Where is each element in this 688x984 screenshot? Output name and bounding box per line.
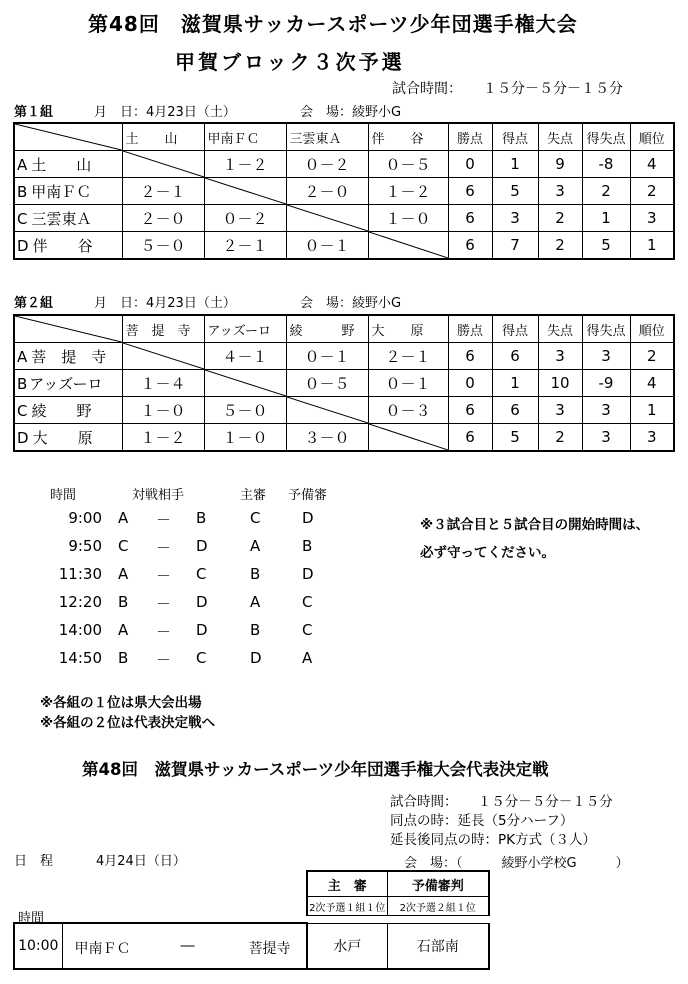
schedule-note-2: 必ず守ってください。 <box>420 545 555 561</box>
rank-cell: 4 <box>630 370 674 397</box>
result-cell: ３－０ <box>286 424 368 452</box>
schedule-row <box>40 565 380 589</box>
goal-diff-cell: 5 <box>582 232 630 260</box>
schedule-row <box>40 509 380 533</box>
group2-date: 月 日：4月23日（土） <box>94 296 236 311</box>
col-header: アッズーロ <box>204 315 286 343</box>
schedule-row <box>40 593 380 617</box>
result-cell: １－２ <box>122 424 204 452</box>
schedule-referee: B <box>250 565 261 583</box>
schedule-away: B <box>196 509 207 527</box>
schedule-referee: C <box>250 509 261 527</box>
schedule-header <box>40 484 380 508</box>
table-row <box>14 178 674 205</box>
schedule-time: 11:30 <box>58 565 102 583</box>
final-match-table <box>13 922 490 970</box>
result-cell: ０－１ <box>286 343 368 370</box>
goal-diff-cell: 3 <box>582 343 630 370</box>
col-header: 失点 <box>538 315 582 343</box>
self-match-cell <box>122 343 204 370</box>
goal-diff-cell: -8 <box>582 151 630 178</box>
schedule-dash: － <box>156 623 172 641</box>
team-cell: A 菩 提 寺 <box>14 343 122 370</box>
result-cell: ５－０ <box>204 397 286 424</box>
footnote-2: ※各組の２位は代表決定戦へ <box>40 715 216 731</box>
group1-date: 月 日：4月23日（土） <box>94 105 236 120</box>
schedule-dash: － <box>156 595 172 613</box>
team-cell: A 土 山 <box>14 151 122 178</box>
goals-against-cell: 2 <box>538 205 582 232</box>
final-match-teams <box>62 923 307 969</box>
schedule-home: A <box>118 565 129 583</box>
col-header: 順位 <box>630 123 674 151</box>
final-home-team: 甲南ＦＣ <box>74 941 131 957</box>
goals-against-cell: 2 <box>538 424 582 452</box>
points-cell: 6 <box>448 397 492 424</box>
page-title: 第48回 滋賀県サッカースポーツ少年団選手権大会 <box>88 12 578 36</box>
schedule-referee: A <box>250 593 261 611</box>
points-cell: 6 <box>448 178 492 205</box>
table-row <box>14 397 674 424</box>
goal-diff-cell: -9 <box>582 370 630 397</box>
result-cell: ０－１ <box>286 232 368 260</box>
goals-for-cell: 7 <box>492 232 538 260</box>
final-reserve-sub: 2次予選２組１位 <box>387 897 489 916</box>
rank-cell: 3 <box>630 205 674 232</box>
corner-cell <box>14 315 122 343</box>
team-cell: C 綾 野 <box>14 397 122 424</box>
col-header: 得点 <box>492 123 538 151</box>
result-cell: ２－０ <box>122 205 204 232</box>
schedule-row <box>40 621 380 645</box>
table-row <box>14 151 674 178</box>
result-cell: １－２ <box>368 178 448 205</box>
col-header: 土 山 <box>122 123 204 151</box>
result-cell: １－２ <box>204 151 286 178</box>
schedule-home: A <box>118 621 129 639</box>
points-cell: 6 <box>448 205 492 232</box>
result-cell: １－４ <box>122 370 204 397</box>
col-header: 得失点 <box>582 315 630 343</box>
goals-for-cell: 3 <box>492 205 538 232</box>
schedule-home: A <box>118 509 129 527</box>
table-row <box>14 370 674 397</box>
table-row <box>14 232 674 260</box>
group2-venue: 会 場：綾野小G <box>300 296 402 311</box>
schedule-reserve: D <box>302 509 314 527</box>
result-cell: ２－１ <box>204 232 286 260</box>
goals-for-cell: 6 <box>492 343 538 370</box>
result-cell: ５－０ <box>122 232 204 260</box>
self-match-cell <box>368 424 448 452</box>
col-header: 勝点 <box>448 123 492 151</box>
final-referee-sub: 2次予選１組１位 <box>307 897 387 916</box>
final-match-time: 試合時間： １５分－５分－１５分 <box>390 794 613 810</box>
result-cell: ２－１ <box>122 178 204 205</box>
schedule-dash: － <box>156 651 172 669</box>
goals-for-cell: 6 <box>492 397 538 424</box>
result-cell: ０－５ <box>368 151 448 178</box>
final-date-value: 4月24日（日） <box>96 854 186 869</box>
schedule-reserve: B <box>302 537 313 555</box>
goal-diff-cell: 1 <box>582 205 630 232</box>
schedule-time: 14:50 <box>58 649 102 667</box>
final-reserve-header: 予備審判 <box>387 871 489 897</box>
goal-diff-cell: 2 <box>582 178 630 205</box>
match-time: 試合時間： １５分－５分－１５分 <box>392 81 623 97</box>
table-row <box>14 205 674 232</box>
schedule-reserve: C <box>302 621 313 639</box>
final-title: 第48回 滋賀県サッカースポーツ少年団選手権大会代表決定戦 <box>82 760 549 779</box>
team-cell: D 伴 谷 <box>14 232 122 260</box>
schedule-referee: B <box>250 621 261 639</box>
page-subtitle: 甲賀ブロック３次予選 <box>175 50 405 74</box>
goals-for-cell: 5 <box>492 424 538 452</box>
final-pk-rule: 延長後同点の時：PK方式（３人） <box>390 832 596 848</box>
schedule-referee: A <box>250 537 261 555</box>
goals-against-cell: 3 <box>538 178 582 205</box>
schedule-away: C <box>196 649 207 667</box>
team-cell: C 三雲東Ａ <box>14 205 122 232</box>
points-cell: 6 <box>448 232 492 260</box>
final-venue: 会 場：（ 綾野小学校G ） <box>404 856 629 871</box>
schedule-reserve: D <box>302 565 314 583</box>
schedule-away: D <box>196 621 208 639</box>
schedule-reserve: C <box>302 593 313 611</box>
goals-against-cell: 3 <box>538 397 582 424</box>
col-header: 得点 <box>492 315 538 343</box>
goals-for-cell: 1 <box>492 370 538 397</box>
rank-cell: 2 <box>630 178 674 205</box>
schedule-away: C <box>196 565 207 583</box>
self-match-cell <box>122 151 204 178</box>
table-row <box>14 343 674 370</box>
schedule-reserve-header: 予備審 <box>288 488 328 503</box>
result-cell: １－０ <box>368 205 448 232</box>
col-header: 大 原 <box>368 315 448 343</box>
team-cell: B アッズーロ <box>14 370 122 397</box>
rank-cell: 2 <box>630 343 674 370</box>
rank-cell: 1 <box>630 397 674 424</box>
result-cell: １－０ <box>122 397 204 424</box>
final-dash: ― <box>180 938 195 954</box>
final-reserve: 石部南 <box>387 923 489 969</box>
schedule-dash: － <box>156 539 172 557</box>
self-match-cell <box>286 205 368 232</box>
self-match-cell <box>286 397 368 424</box>
team-cell: B 甲南ＦＣ <box>14 178 122 205</box>
final-referee: 水戸 <box>307 923 387 969</box>
result-cell: ０－５ <box>286 370 368 397</box>
schedule-reserve: A <box>302 649 313 667</box>
points-cell: 0 <box>448 370 492 397</box>
self-match-cell <box>368 232 448 260</box>
col-header: 甲南ＦＣ <box>204 123 286 151</box>
result-cell: ４－１ <box>204 343 286 370</box>
goals-against-cell: 10 <box>538 370 582 397</box>
group1-league-table <box>13 122 675 260</box>
col-header: 順位 <box>630 315 674 343</box>
schedule-row <box>40 649 380 673</box>
final-match-time-cell: 10:00 <box>14 923 62 969</box>
schedule-home: B <box>118 649 129 667</box>
rank-cell: 4 <box>630 151 674 178</box>
col-header: 伴 谷 <box>368 123 448 151</box>
result-cell: ２－０ <box>286 178 368 205</box>
goal-diff-cell: 3 <box>582 424 630 452</box>
final-referee-header: 主 審 <box>307 871 387 897</box>
schedule-referee-header: 主審 <box>240 488 267 503</box>
goal-diff-cell: 3 <box>582 397 630 424</box>
group1-label: 第１組 <box>14 105 54 120</box>
self-match-cell <box>204 370 286 397</box>
schedule-time: 14:00 <box>58 621 102 639</box>
col-header: 綾 野 <box>286 315 368 343</box>
rank-cell: 3 <box>630 424 674 452</box>
col-header: 菩 提 寺 <box>122 315 204 343</box>
final-date-label: 日 程 <box>14 854 54 869</box>
schedule-dash: － <box>156 567 172 585</box>
result-cell: ０－１ <box>368 370 448 397</box>
group2-league-table <box>13 314 675 452</box>
final-referee-header-table <box>306 870 490 916</box>
goals-for-cell: 5 <box>492 178 538 205</box>
schedule-row <box>40 537 380 561</box>
final-tie-rule: 同点の時：延長（5分ハーフ） <box>390 813 574 829</box>
footnote-1: ※各組の１位は県大会出場 <box>40 695 202 711</box>
table-row <box>14 424 674 452</box>
points-cell: 0 <box>448 151 492 178</box>
result-cell: ０－２ <box>286 151 368 178</box>
col-header: 勝点 <box>448 315 492 343</box>
final-time-header: 時間 <box>18 911 45 926</box>
table-row <box>14 923 489 969</box>
points-cell: 6 <box>448 424 492 452</box>
final-away-team: 菩提寺 <box>248 941 291 957</box>
col-header: 得失点 <box>582 123 630 151</box>
goals-against-cell: 9 <box>538 151 582 178</box>
schedule-dash: － <box>156 511 172 529</box>
schedule-home: B <box>118 593 129 611</box>
team-cell: D 大 原 <box>14 424 122 452</box>
schedule-time: 9:50 <box>68 537 102 555</box>
schedule-home: C <box>118 537 129 555</box>
col-header: 失点 <box>538 123 582 151</box>
goals-against-cell: 3 <box>538 343 582 370</box>
points-cell: 6 <box>448 343 492 370</box>
group2-label: 第２組 <box>14 296 54 311</box>
schedule-away: D <box>196 593 208 611</box>
schedule-referee: D <box>250 649 262 667</box>
schedule-opponents-header: 対戦相手 <box>132 488 185 503</box>
schedule-time: 12:20 <box>58 593 102 611</box>
rank-cell: 1 <box>630 232 674 260</box>
result-cell: ０－３ <box>368 397 448 424</box>
col-header: 三雲東Ａ <box>286 123 368 151</box>
result-cell: １－０ <box>204 424 286 452</box>
schedule-time: 9:00 <box>68 509 102 527</box>
result-cell: ２－１ <box>368 343 448 370</box>
group1-venue: 会 場：綾野小G <box>300 105 402 120</box>
schedule-time-header: 時間 <box>50 488 77 503</box>
goals-for-cell: 1 <box>492 151 538 178</box>
goals-against-cell: 2 <box>538 232 582 260</box>
corner-cell <box>14 123 122 151</box>
result-cell: ０－２ <box>204 205 286 232</box>
schedule-note-1: ※３試合目と５試合目の開始時間は、 <box>420 517 650 533</box>
schedule-away: D <box>196 537 208 555</box>
self-match-cell <box>204 178 286 205</box>
